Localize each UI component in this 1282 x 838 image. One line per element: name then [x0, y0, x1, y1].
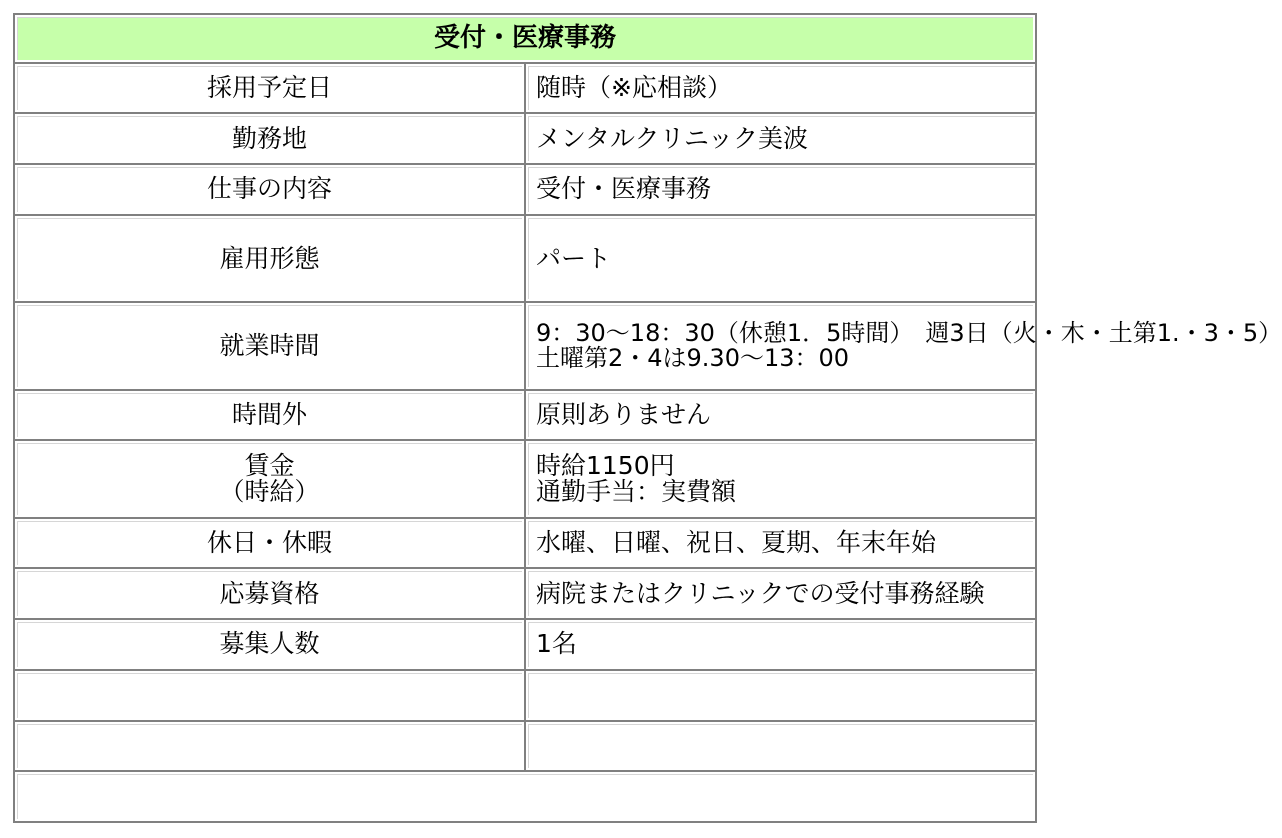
table-row — [15, 391, 1035, 440]
row-value-openings: 1名 — [526, 620, 1035, 669]
table-row — [15, 519, 1035, 568]
row-label-openings: 募集人数 — [15, 620, 524, 669]
row-value-wage: 時給1150円 通勤手当：実費額 — [526, 441, 1035, 516]
row-value-holidays: 水曜、日曜、祝日、夏期、年末年始 — [526, 519, 1035, 568]
table-row — [15, 216, 1035, 301]
table-row — [15, 165, 1035, 214]
job-details-table — [13, 13, 1282, 823]
table-title: 受付・医療事務 — [15, 15, 1035, 62]
row-label-empty — [15, 722, 524, 771]
row-value-empty — [526, 671, 1035, 720]
row-value-empty — [526, 722, 1035, 771]
table-row — [15, 722, 1035, 771]
row-label-holidays: 休日・休暇 — [15, 519, 524, 568]
table-row — [15, 114, 1035, 163]
table-row — [15, 569, 1035, 618]
row-label-working-hours: 就業時間 — [15, 303, 524, 388]
row-label-empty — [15, 671, 524, 720]
row-label-qualifications: 応募資格 — [15, 569, 524, 618]
table-row — [15, 620, 1035, 669]
row-label-employment-type: 雇用形態 — [15, 216, 524, 301]
row-label-location: 勤務地 — [15, 114, 524, 163]
row-label-start-date: 採用予定日 — [15, 64, 524, 113]
table-footer-cell — [15, 772, 1035, 821]
table-row — [15, 671, 1035, 720]
row-value-working-hours: 9：30～18：30（休憩1．5時間） 週3日（火・木・土第1.・3・5） 土曜第2・4は9.30～13：00 — [526, 303, 1035, 388]
row-value-job-description: 受付・医療事務 — [526, 165, 1035, 214]
row-value-location: メンタルクリニック美波 — [526, 114, 1035, 163]
row-value-qualifications: 病院またはクリニックでの受付事務経験 — [526, 569, 1035, 618]
table-row — [15, 772, 1035, 821]
row-value-employment-type: パート — [526, 216, 1035, 301]
row-label-job-description: 仕事の内容 — [15, 165, 524, 214]
job-posting — [13, 13, 1282, 823]
row-value-overtime: 原則ありません — [526, 391, 1035, 440]
row-label-wage: 賃金 （時給） — [15, 441, 524, 516]
row-value-start-date: 随時（※応相談） — [526, 64, 1035, 113]
table-row — [15, 64, 1035, 113]
table-row — [15, 441, 1035, 516]
table-row — [15, 303, 1035, 388]
row-label-overtime: 時間外 — [15, 391, 524, 440]
